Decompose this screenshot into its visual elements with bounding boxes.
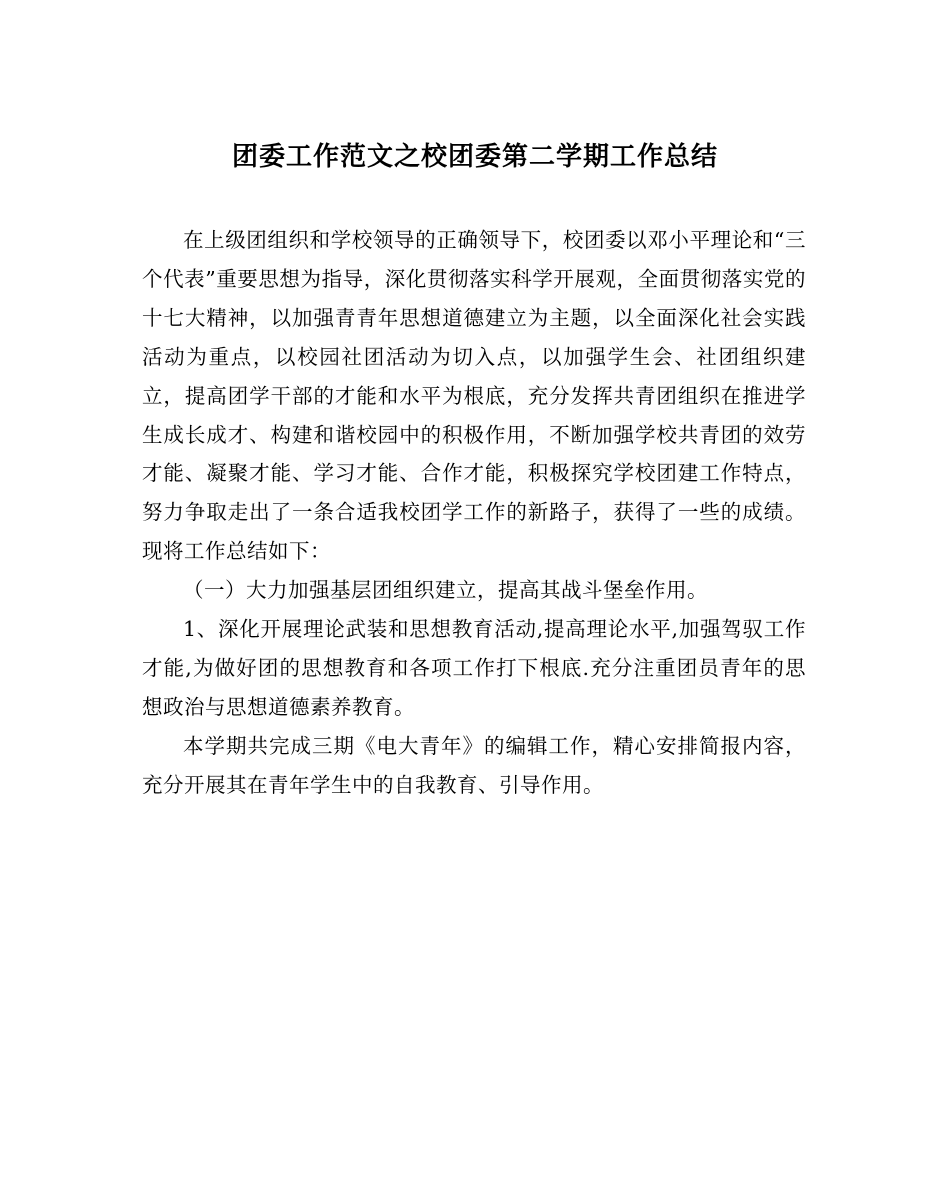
section-heading: （一）大力加强基层团组织建立，提高其战斗堡垒作用。 <box>183 578 708 603</box>
document-title: 团委工作范文之校团委第二学期工作总结 <box>231 142 718 172</box>
paragraph-item-1: 1、深化开展理论武装和思想教育活动,提高理论水平,加强驾驭工作才能,为做好团的思想教育和各项工作打下根底.充分注重团员青年的思想政治与思想道德素养教育。 <box>142 617 806 719</box>
paragraph-intro: 在上级团组织和学校领导的正确领导下，校团委以邓小平理论和“三个代表”重要思想为指导，深化贯彻落实科学开展观，全面贯彻落实党的十七大精神，以加强青青年思想道德建立为主题，以全面深化社会实践活动为重点，以校园社团活动为切入点，以加强学生会、社团组织建立，提高团学干部的才能和水平为根底，充分发挥共青团组织在推进学生成长成才、构建和谐校园中的积极作用，不断加强学校共青团的效劳才能、凝聚才能、学习才能、合作才能，积极探究学校团建工作特点，努力争取走出了一条合适我校团学工作的新路子，获得了一些的成绩。现将工作总结如下： <box>142 228 806 564</box>
paragraph-newsletter: 本学期共完成三期《电大青年》的编辑工作，精心安排简报内容，充分开展其在青年学生中的自我教育、引导作用。 <box>142 733 806 797</box>
document-body <box>142 221 806 805</box>
